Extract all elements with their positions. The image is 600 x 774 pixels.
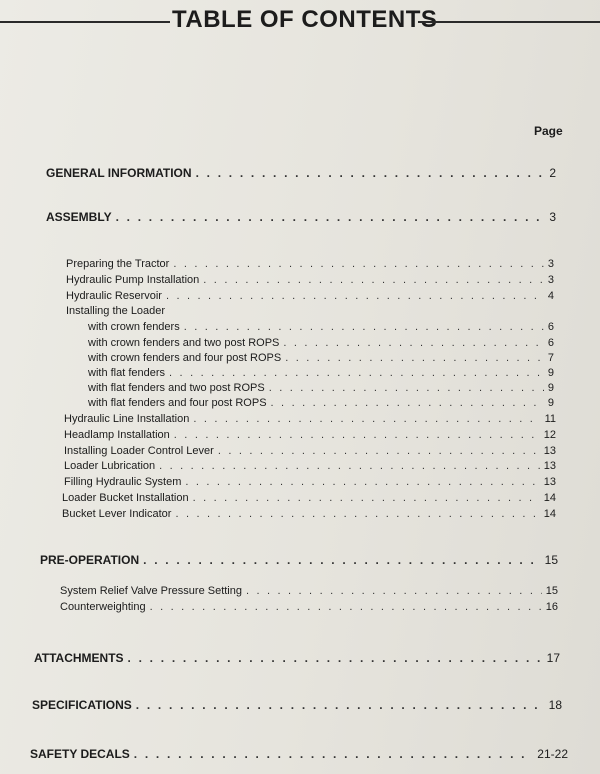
toc-subentry xyxy=(60,585,558,599)
toc-subentry-label: System Relief Valve Pressure Setting xyxy=(60,585,242,597)
toc-subentry-page: 13 xyxy=(543,460,556,472)
toc-subentry-page: 6 xyxy=(547,337,554,349)
dot-leader xyxy=(116,210,546,224)
toc-subentry-label: with crown fenders and two post ROPS xyxy=(88,337,280,349)
toc-subentry xyxy=(62,508,556,522)
toc-entry-label: GENERAL INFORMATION xyxy=(46,166,192,180)
dot-leader xyxy=(184,321,544,333)
toc-subentry xyxy=(88,397,554,411)
dot-leader xyxy=(185,476,539,488)
toc-subentry xyxy=(66,290,554,304)
page-column-header: Page xyxy=(534,124,563,138)
toc-subentry xyxy=(88,337,554,351)
toc-entry-label: ASSEMBLY xyxy=(46,210,112,224)
toc-subentry-label: Bucket Lever Indicator xyxy=(62,508,172,520)
toc-entry-label: PRE-OPERATION xyxy=(40,553,140,567)
page-title: TABLE OF CONTENTS xyxy=(172,6,438,33)
dot-leader xyxy=(196,166,546,180)
toc-entry-page: 17 xyxy=(546,651,560,665)
dot-leader xyxy=(193,413,540,425)
dot-leader xyxy=(246,585,542,597)
toc-subentry-label: Filling Hydraulic System xyxy=(64,476,182,488)
toc-subentry-page: 3 xyxy=(547,258,554,270)
toc-entry-specifications xyxy=(32,698,562,714)
dot-leader xyxy=(174,429,540,441)
dot-leader xyxy=(136,698,545,712)
title-rule-left xyxy=(0,21,170,23)
dot-leader xyxy=(128,651,543,665)
toc-subentry xyxy=(64,460,556,474)
toc-subentry xyxy=(88,367,554,381)
toc-subentry xyxy=(88,382,554,396)
toc-subentry-label: with flat fenders and four post ROPS xyxy=(88,397,267,409)
toc-entry-label: ATTACHMENTS xyxy=(34,651,124,665)
toc-entry-page: 15 xyxy=(544,553,558,567)
title-rule-right xyxy=(418,21,600,23)
toc-subentry-page: 7 xyxy=(547,352,554,364)
dot-leader xyxy=(150,601,542,613)
toc-subentry-label: Preparing the Tractor xyxy=(66,258,170,270)
toc-subentry xyxy=(88,352,554,366)
dot-leader xyxy=(218,445,540,457)
toc-subentry-label: Installing the Loader xyxy=(66,305,166,317)
toc-subentry-heading xyxy=(66,305,554,319)
toc-subentry-page: 12 xyxy=(543,429,556,441)
toc-subentry xyxy=(66,274,554,288)
toc-entry-page: 21-22 xyxy=(537,747,568,761)
toc-subentry-label: Loader Lubrication xyxy=(64,460,156,472)
toc-subentry xyxy=(64,413,556,427)
toc-subentry xyxy=(64,429,556,443)
dot-leader xyxy=(169,367,544,379)
toc-subentry xyxy=(62,492,556,506)
toc-subentry-label: Loader Bucket Installation xyxy=(62,492,189,504)
toc-subentry-page: 9 xyxy=(547,382,554,394)
toc-entry-page: 2 xyxy=(549,166,556,180)
toc-subentry xyxy=(64,445,556,459)
toc-entry-label: SAFETY DECALS xyxy=(30,747,130,761)
dot-leader xyxy=(271,397,544,409)
toc-subentry-page: 6 xyxy=(547,321,554,333)
toc-entry-attachments xyxy=(34,651,560,667)
dot-leader xyxy=(283,337,544,349)
toc-subentry-page: 16 xyxy=(545,601,558,613)
toc-subentry-page: 11 xyxy=(544,413,556,425)
toc-subentry-page: 13 xyxy=(543,476,556,488)
toc-subentry-label: Headlamp Installation xyxy=(64,429,170,441)
toc-subentry-page: 3 xyxy=(547,274,554,286)
toc-subentry xyxy=(66,258,554,272)
toc-subentry-page: 14 xyxy=(543,508,556,520)
toc-subentry xyxy=(88,321,554,335)
dot-leader xyxy=(285,352,544,364)
dot-leader xyxy=(134,747,534,761)
toc-subentry-page: 9 xyxy=(547,397,554,409)
dot-leader xyxy=(166,290,544,302)
title-row xyxy=(0,4,600,38)
dot-leader xyxy=(175,508,539,520)
toc-subentry xyxy=(64,476,556,490)
toc-subentry-label: Installing Loader Control Lever xyxy=(64,445,214,457)
toc-entry-assembly xyxy=(46,210,556,226)
toc-subentry-page: 13 xyxy=(543,445,556,457)
toc-entry-page: 3 xyxy=(549,210,556,224)
dot-leader xyxy=(193,492,540,504)
toc-entry-pre-operation xyxy=(40,553,558,569)
toc-subentry xyxy=(60,601,558,615)
toc-entry-safety-decals xyxy=(30,747,568,763)
toc-subentry-label: Hydraulic Line Installation xyxy=(64,413,190,425)
toc-subentry-label: Hydraulic Pump Installation xyxy=(66,274,200,286)
toc-entry-label: SPECIFICATIONS xyxy=(32,698,132,712)
toc-entry-page: 18 xyxy=(548,698,562,712)
toc-subentry-label: with flat fenders and two post ROPS xyxy=(88,382,265,394)
toc-subentry-page: 15 xyxy=(545,585,558,597)
toc-subentry-label: Hydraulic Reservoir xyxy=(66,290,162,302)
dot-leader xyxy=(173,258,544,270)
dot-leader xyxy=(269,382,544,394)
toc-subentry-label: with crown fenders xyxy=(88,321,180,333)
toc-subentry-page: 14 xyxy=(543,492,556,504)
toc-subentry-label: with crown fenders and four post ROPS xyxy=(88,352,282,364)
toc-subentry-label: with flat fenders xyxy=(88,367,166,379)
dot-leader xyxy=(203,274,544,286)
dot-leader xyxy=(159,460,540,472)
dot-leader xyxy=(143,553,541,567)
toc-entry-general-information xyxy=(46,166,556,182)
toc-subentry-page: 4 xyxy=(547,290,554,302)
toc-subentry-label: Counterweighting xyxy=(60,601,146,613)
toc-subentry-page: 9 xyxy=(547,367,554,379)
